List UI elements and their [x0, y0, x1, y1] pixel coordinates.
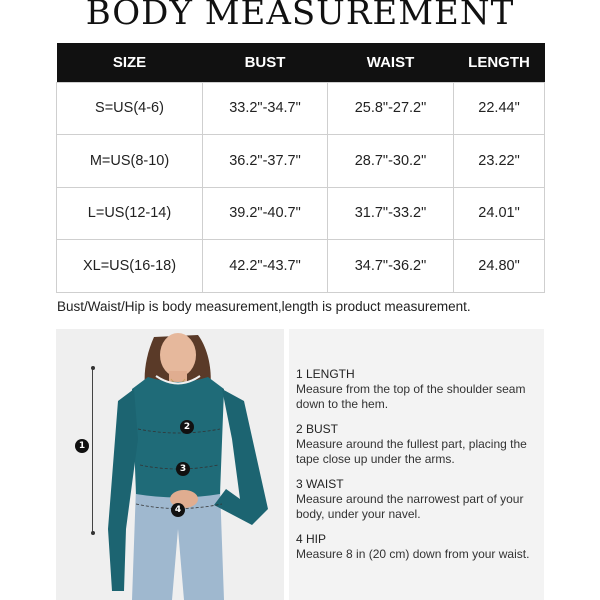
waist-cell: 34.7"-36.2" — [328, 240, 454, 293]
model-photo — [56, 329, 284, 600]
top-shape — [132, 377, 224, 498]
step-text: Measure from the top of the shoulder seam down to the hem. — [296, 382, 526, 411]
length-line — [92, 368, 93, 533]
step-hip — [296, 532, 541, 562]
step-title: 3 WAIST — [296, 477, 344, 491]
measurement-guide — [289, 329, 544, 600]
table-row — [57, 82, 545, 135]
size-chart-table — [56, 43, 545, 293]
model-illustration — [56, 329, 284, 600]
step-waist — [296, 477, 541, 522]
column-header-bust: BUST — [203, 43, 328, 82]
size-cell: L=US(12-14) — [57, 187, 203, 240]
length-cell: 24.80" — [454, 240, 545, 293]
column-header-waist: WAIST — [328, 43, 454, 82]
marker-3: 3 — [176, 462, 190, 476]
column-header-size: SIZE — [57, 43, 203, 82]
step-bust — [296, 422, 541, 467]
table-header-row — [57, 43, 545, 82]
length-cell: 24.01" — [454, 187, 545, 240]
step-title: 4 HIP — [296, 532, 327, 546]
face-shape — [160, 333, 196, 377]
waist-cell: 31.7"-33.2" — [328, 187, 454, 240]
size-cell: M=US(8-10) — [57, 135, 203, 188]
length-line-top-dot — [91, 366, 95, 370]
bust-cell: 33.2"-34.7" — [203, 82, 328, 135]
bust-cell: 36.2"-37.7" — [203, 135, 328, 188]
length-cell: 22.44" — [454, 82, 545, 135]
step-length — [296, 367, 541, 412]
bust-cell: 39.2"-40.7" — [203, 187, 328, 240]
table-row — [57, 135, 545, 188]
step-text: Measure 8 in (20 cm) down from your waist. — [296, 547, 530, 561]
bust-cell: 42.2"-43.7" — [203, 240, 328, 293]
step-title: 1 LENGTH — [296, 367, 355, 381]
step-text: Measure around the narrowest part of your body, under your navel. — [296, 492, 524, 521]
marker-2: 2 — [180, 420, 194, 434]
column-header-length: LENGTH — [454, 43, 545, 82]
waist-cell: 28.7"-30.2" — [328, 135, 454, 188]
length-line-bottom-dot — [91, 531, 95, 535]
table-row — [57, 240, 545, 293]
length-cell: 23.22" — [454, 135, 545, 188]
waist-cell: 25.8"-27.2" — [328, 82, 454, 135]
measurement-note: Bust/Waist/Hip is body measurement,length is product measurement. — [57, 299, 471, 314]
step-text: Measure around the fullest part, placing the tape close up under the arms. — [296, 437, 527, 466]
steps-list — [296, 367, 541, 572]
page-title: BODY MEASUREMENT — [85, 0, 515, 33]
size-cell: S=US(4-6) — [57, 82, 203, 135]
table-row — [57, 187, 545, 240]
marker-1: 1 — [75, 439, 89, 453]
marker-4: 4 — [171, 503, 185, 517]
size-cell: XL=US(16-18) — [57, 240, 203, 293]
step-title: 2 BUST — [296, 422, 339, 436]
